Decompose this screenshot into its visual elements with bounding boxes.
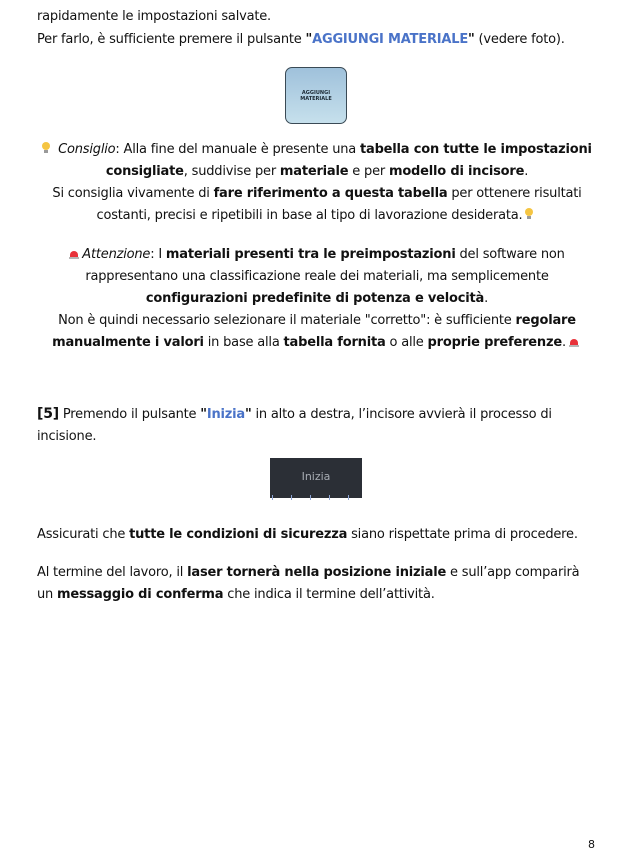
text: : I	[150, 247, 166, 262]
text-bold: laser tornerà nella posizione iniziale	[187, 565, 447, 580]
tick	[272, 495, 273, 500]
text: rapidamente le impostazioni salvate.	[37, 9, 271, 24]
image-label: Inizia	[301, 469, 331, 483]
warning-label: Attenzione	[82, 247, 151, 262]
tick	[348, 495, 349, 500]
start-button-image	[270, 458, 362, 498]
text-bold: proprie preferenze	[427, 335, 562, 350]
text: in alto a destra, l’incisore avvierà il processo di incisione.	[37, 407, 552, 444]
text: del software non rappresentano una classificazione reale dei materiali, ma semplicemente	[85, 247, 565, 284]
text: Premendo il pulsante	[58, 407, 201, 422]
step-number: [5]	[37, 406, 59, 422]
warning-box	[37, 244, 597, 354]
tick	[310, 495, 311, 500]
text: o alle	[385, 335, 428, 350]
tick	[329, 495, 330, 500]
highlight-start: Inizia	[206, 407, 245, 422]
ending-paragraph	[37, 562, 597, 606]
paragraph-intro-line	[37, 6, 597, 28]
text-bold: tutte le condizioni di sicurezza	[129, 527, 348, 542]
text: siano rispettate prima di procedere.	[347, 527, 578, 542]
quote: "	[468, 32, 475, 47]
text-bold: configurazioni predefinite di potenza e velocità	[145, 291, 485, 306]
text: .	[524, 164, 529, 179]
tip-label: Consiglio	[58, 142, 116, 157]
paragraph-add-material	[37, 29, 597, 51]
text: in base alla	[203, 335, 284, 350]
text: Assicurati che	[37, 527, 130, 542]
page-number: 8	[588, 838, 595, 851]
text: .	[561, 335, 566, 350]
lightbulb-icon	[525, 208, 533, 220]
highlight-add-material: AGGIUNGI MATERIALE	[312, 32, 469, 47]
text-bold: materiali presenti tra le preimpostazioni	[165, 247, 456, 262]
text-bold: fare riferimento a questa tabella	[213, 186, 448, 201]
text: : Alla fine del manuale è presente una	[115, 142, 360, 157]
text: Si consiglia vivamente di	[52, 186, 214, 201]
tip-box	[37, 139, 597, 227]
step-5-paragraph	[37, 403, 597, 448]
lightbulb-icon	[42, 142, 50, 154]
text: che indica il termine dell’attività.	[223, 587, 435, 602]
text: per ottenere risultati costanti, precisi e ripetibili in base al tipo di lavorazione desiderata.	[96, 186, 582, 223]
add-material-button-image	[285, 67, 347, 124]
text-bold: tabella fornita	[283, 335, 386, 350]
text: e per	[348, 164, 389, 179]
quote: "	[245, 407, 252, 422]
ruler-ticks	[272, 495, 362, 501]
text: Non è quindi necessario selezionare il materiale "corretto": è sufficiente	[58, 313, 516, 328]
text-bold: messaggio di conferma	[57, 587, 224, 602]
safety-paragraph	[37, 524, 597, 546]
text: , suddivise per	[183, 164, 280, 179]
image-label: MATERIALE	[300, 95, 332, 102]
image-label: AGGIUNGI	[301, 89, 331, 96]
text-bold: materiale	[279, 164, 349, 179]
quote: "	[305, 32, 313, 47]
text: Al termine del lavoro, il	[37, 565, 188, 580]
text: Per farlo, è sufficiente premere il pulsante	[37, 32, 306, 47]
text: e sull’app comparirà un	[37, 565, 580, 602]
text: .	[484, 291, 489, 306]
text-bold: tabella con tutte le impostazioni consigliate	[105, 142, 592, 179]
text-bold: regolare manualmente i valori	[52, 313, 576, 350]
text-bold: modello di incisore	[388, 164, 525, 179]
siren-icon	[569, 336, 579, 347]
text: (vedere foto).	[474, 32, 565, 47]
quote: "	[200, 407, 207, 422]
tick	[291, 495, 292, 500]
siren-icon	[69, 248, 79, 259]
